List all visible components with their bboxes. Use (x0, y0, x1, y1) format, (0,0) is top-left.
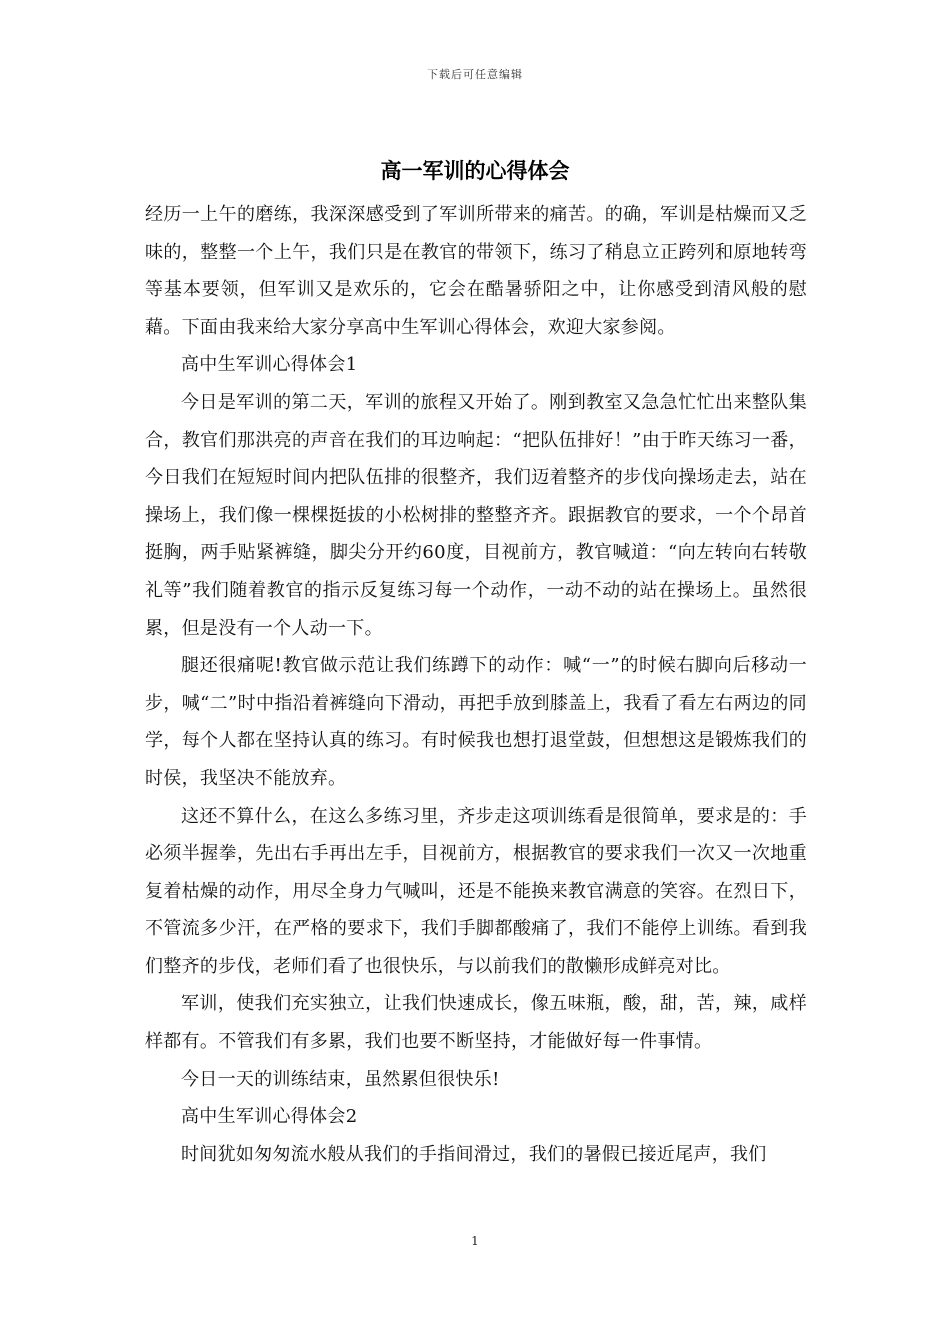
paragraph: 军训，使我们充实独立，让我们快速成长，像五味瓶，酸，甜，苦，辣，咸样样都有。不管我们有多累，我们也要不断坚持，才能做好每一件事情。 (145, 993, 807, 1053)
header-note: 下载后可任意编辑 (427, 68, 523, 81)
paragraph: 今日是军训的第二天，军训的旅程又开始了。刚到教室又急急忙忙出来整队集合，教官们那洪亮的声音在我们的耳边响起：“把队伍排好！”由于昨天练习一番，今日我们在短短时间内把队伍排的很整齐，我们迈着整齐的步伐向操场走去，站在操场上，我们像一棵棵挺拔的小松树排的整整齐齐。跟据教官的要求，一个个昂首挺胸，两手贴紧裤缝，脚尖分开约60度，目视前方，教官喊道：“向左转向右转敬礼等”我们随着教官的指示反复练习每一个动作，一动不动的站在操场上。虽然很累，但是没有一个人动一下。 (145, 391, 807, 639)
page-number: 1 (471, 1234, 479, 1248)
paragraph-intro: 经历一上午的磨练，我深深感受到了军训所带来的痛苦。的确，军训是枯燥而又乏味的，整整一个上午，我们只是在教官的带领下，练习了稍息立正跨列和原地转弯等基本要领，但军训又是欢乐的，它会在酷暑骄阳之中，让你感受到清风般的慰藉。下面由我来给大家分享高中生军训心得体会，欢迎大家参阅。 (145, 204, 807, 338)
section-heading-1: 高中生军训心得体会1 (181, 354, 358, 376)
section-heading-2: 高中生军训心得体会2 (181, 1106, 358, 1128)
paragraph: 这还不算什么，在这么多练习里，齐步走这项训练看是很简单，要求是的：手必须半握拳，先出右手再出左手，目视前方，根据教官的要求我们一次又一次地重复着枯燥的动作，用尽全身力气喊叫，还是不能换来教官满意的笑容。在烈日下，不管流多少汗，在严格的要求下，我们手脚都酸痛了，我们不能停上训练。看到我们整齐的步伐，老师们看了也很快乐，与以前我们的散懒形成鲜亮对比。 (145, 805, 807, 977)
paragraph: 今日一天的训练结束，虽然累但很快乐! (181, 1068, 500, 1090)
document-title: 高一军训的心得体会 (380, 158, 570, 183)
paragraph: 时间犹如匆匆流水般从我们的手指间滑过，我们的暑假已接近尾声，我们 (181, 1143, 767, 1165)
paragraph: 腿还很痛呢!教官做示范让我们练蹲下的动作：喊“一”的时候右脚向后移动一步，喊“二”时中指沿着裤缝向下滑动，再把手放到膝盖上，我看了看左右两边的同学，每个人都在坚持认真的练习。有时候我也想打退堂鼓，但想想这是锻炼我们的时侯，我坚决不能放弃。 (145, 655, 807, 789)
document-body (145, 196, 807, 1173)
